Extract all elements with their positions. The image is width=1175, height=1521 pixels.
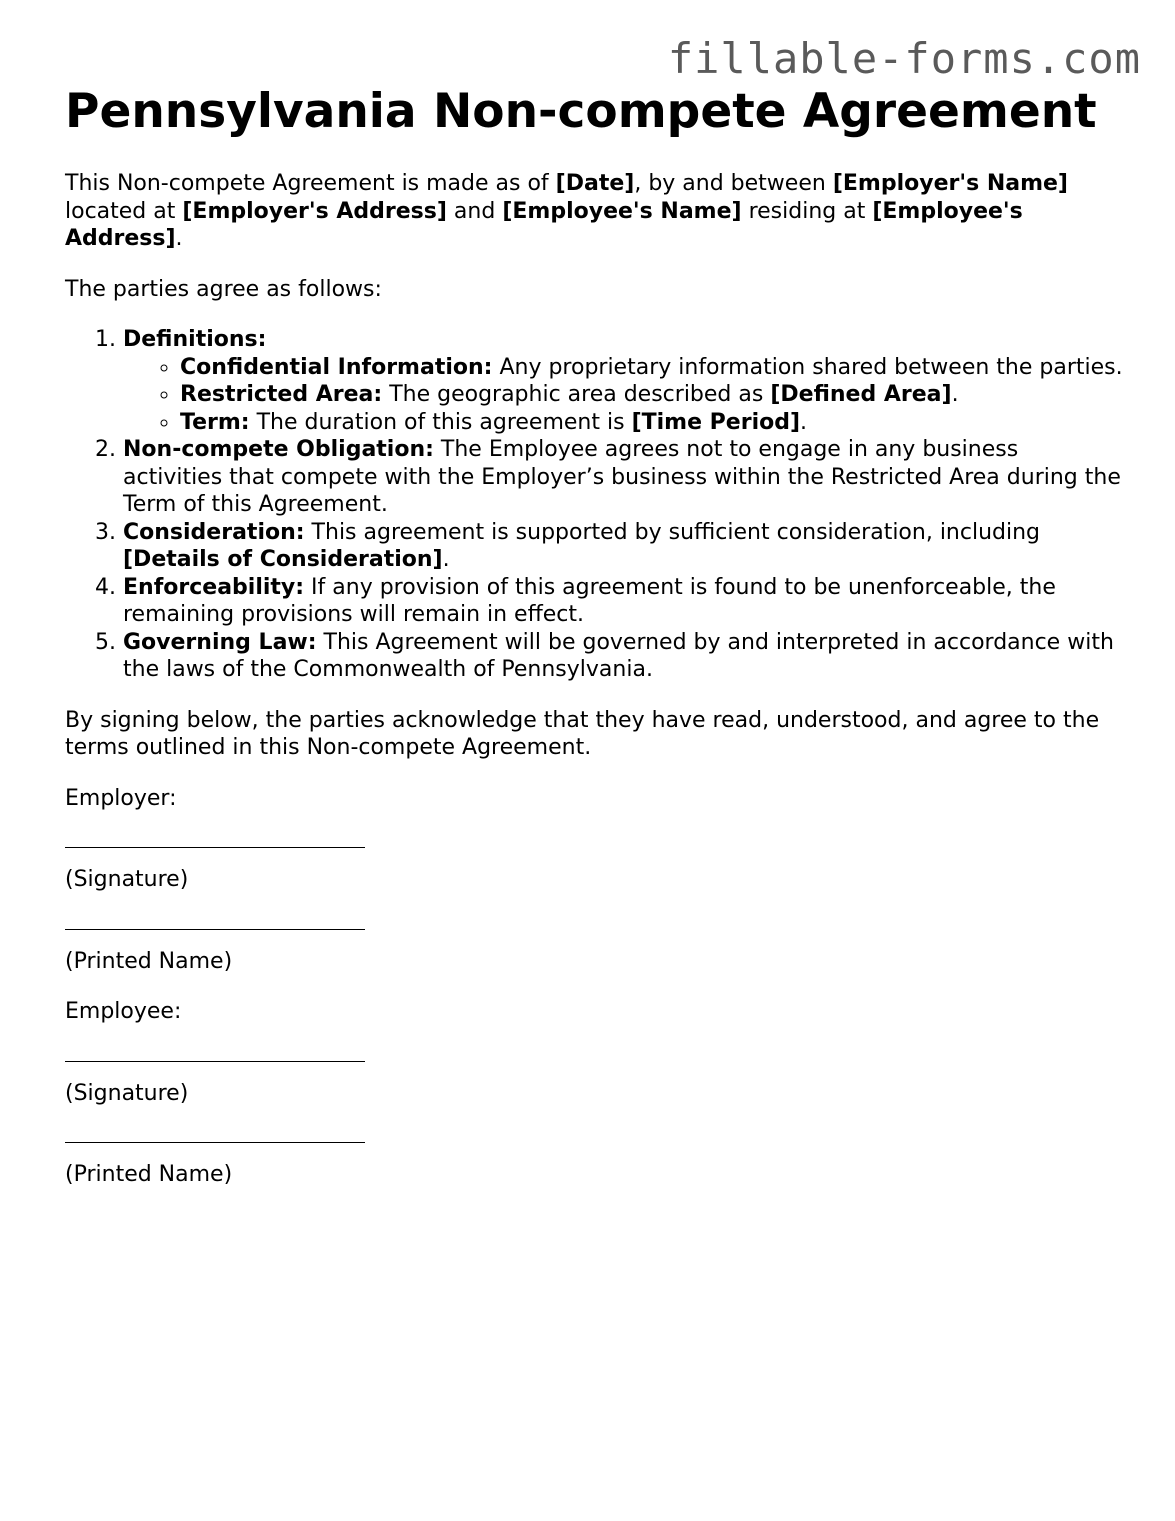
acknowledgment-paragraph: By signing below, the parties acknowledge that they have read, understood, and agree to the terms outlined in this Non-compete Agreement.	[65, 707, 1100, 760]
definition-term-period	[180, 409, 1123, 437]
section-noncompete-obligation	[123, 436, 1123, 519]
watermark: fillable-forms.com	[667, 34, 1141, 83]
intro-text: This Non-compete Agreement is made as of	[65, 171, 556, 196]
employer-address-placeholder: [Employer's Address]	[182, 198, 447, 224]
section-title: Non-compete Obligation:	[123, 437, 434, 462]
intro-text: and	[446, 198, 503, 224]
section-consideration	[123, 519, 1123, 574]
employee-label: Employee:	[65, 999, 182, 1024]
consideration-placeholder: [Details of Consideration]	[123, 547, 443, 572]
definitions-list	[123, 354, 1123, 437]
section-text: If any provision of this agreement is found to be unenforceable, the remaining provisions will remain in effect.	[123, 574, 1056, 627]
section-definitions	[123, 326, 1123, 436]
intro-text: located at	[65, 198, 183, 224]
employer-signature-caption: (Signature)	[65, 867, 189, 892]
intro-paragraph	[65, 170, 1075, 253]
definition-text: The geographic area described as	[382, 382, 771, 407]
agree-text: The parties agree as follows:	[65, 276, 382, 302]
page-title: Pennsylvania Non-compete Agreement	[65, 84, 1097, 139]
employer-printed-name-line[interactable]	[65, 929, 365, 930]
terms-list	[65, 326, 1123, 684]
employee-address-placeholder: [Employee's Address]	[65, 198, 1023, 251]
section-title: Consideration:	[123, 519, 305, 545]
defined-area-placeholder: [Defined Area]	[770, 382, 952, 407]
definition-term: Term:	[180, 409, 250, 435]
definition-restricted-area	[180, 381, 1123, 409]
section-text: This Agreement will be governed by and interpreted in accordance with the laws of the Commonwealth of Pennsylvania.	[123, 629, 1114, 682]
time-period-placeholder: [Time Period]	[631, 409, 801, 435]
employer-signature-line[interactable]	[65, 847, 365, 848]
section-text: This agreement is supported by sufficient consideration, including	[304, 519, 1041, 545]
section-end: .	[442, 547, 450, 572]
definition-end: .	[951, 382, 959, 407]
definition-end: .	[800, 409, 808, 435]
definition-term: Confidential Information:	[180, 354, 493, 380]
intro-text: , by and between	[634, 171, 833, 196]
definition-term: Restricted Area:	[180, 382, 383, 407]
date-placeholder: [Date]	[555, 171, 635, 196]
employer-printed-name-caption: (Printed Name)	[65, 948, 233, 974]
definition-text: The duration of this agreement is	[249, 409, 632, 435]
employer-name-placeholder: [Employer's Name]	[832, 171, 1068, 196]
definition-confidential-information	[180, 354, 1123, 382]
section-title: Definitions:	[123, 327, 267, 352]
definition-text: Any proprietary information shared between the parties.	[492, 354, 1123, 380]
employee-signature-line[interactable]	[65, 1061, 365, 1062]
employee-printed-name-caption: (Printed Name)	[65, 1162, 233, 1187]
section-title: Governing Law:	[123, 629, 317, 655]
employee-printed-name-line[interactable]	[65, 1142, 365, 1143]
section-enforceability	[123, 574, 1123, 629]
employer-label: Employer:	[65, 785, 177, 811]
employee-signature-caption: (Signature)	[65, 1080, 189, 1106]
section-governing-law	[123, 629, 1123, 684]
intro-text: residing at	[741, 198, 873, 224]
document-page	[65, 84, 1125, 1189]
section-text: The Employee agrees not to engage in any business activities that compete with the Employer’s business within the Restricted Area during the Term of this Agreement.	[123, 437, 1121, 517]
section-title: Enforceability:	[123, 574, 305, 600]
intro-text: .	[175, 226, 183, 251]
employee-name-placeholder: [Employee's Name]	[502, 198, 742, 224]
